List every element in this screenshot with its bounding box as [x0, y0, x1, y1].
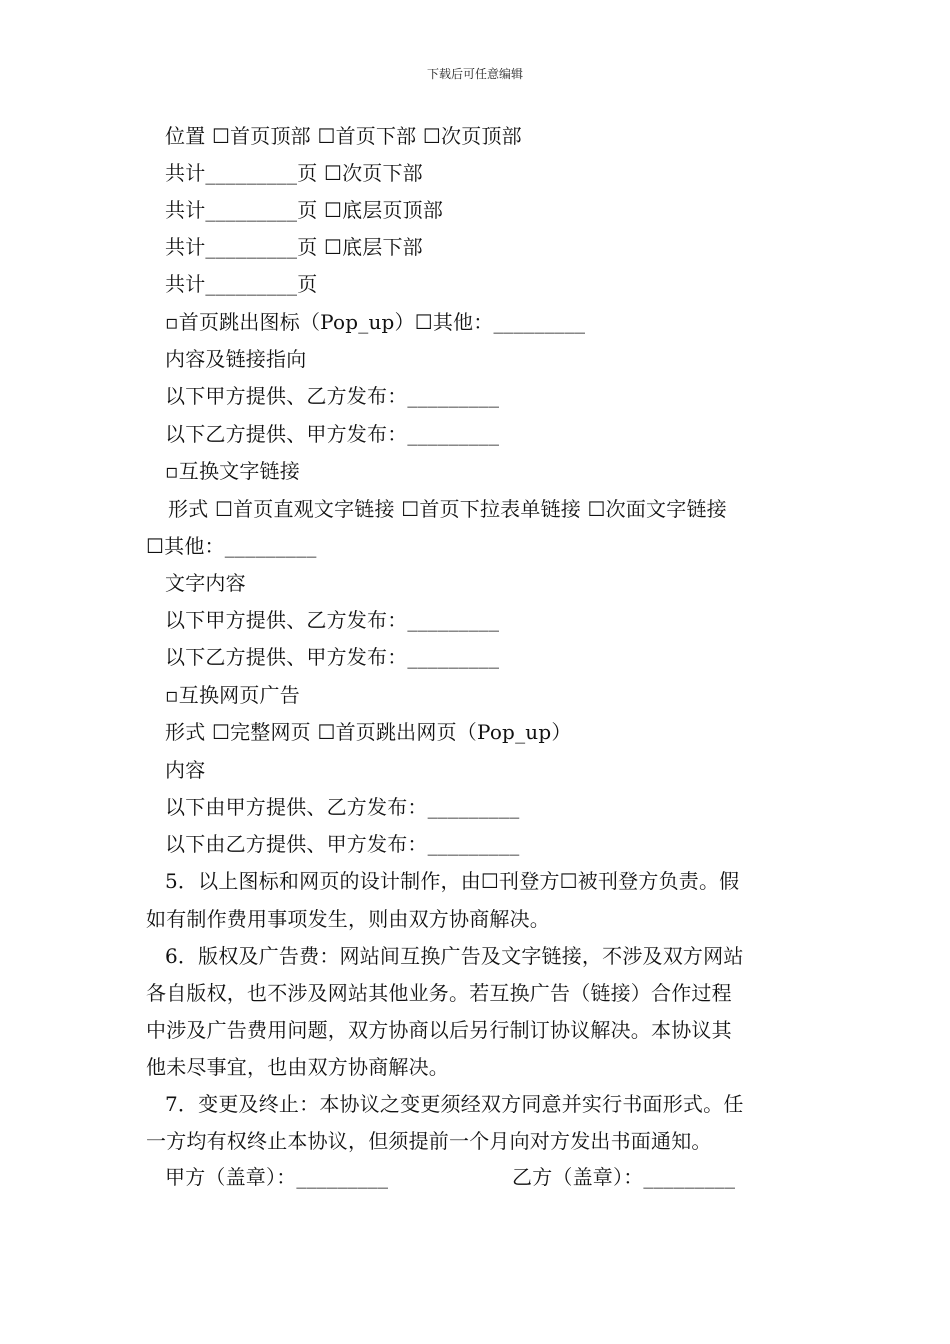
- clause-7-line-1: 7．变更及终止：本协议之变更须经双方同意并实行书面形式。任: [165, 1092, 744, 1116]
- total-pages-4: 共计_________页: [165, 272, 318, 296]
- position-options: 位置 ☐首页顶部 ☐首页下部 ☐次页顶部: [165, 124, 522, 148]
- text-a-provides: 以下甲方提供、乙方发布：_________: [165, 608, 500, 632]
- party-a-signature: 甲方（盖章）：_________: [165, 1165, 389, 1189]
- a-provides-b-publishes: 以下甲方提供、乙方发布：_________: [165, 384, 500, 408]
- clause-5-line-1: 5．以上图标和网页的设计制作，由☐刊登方☐被刊登方负责。假: [165, 869, 740, 893]
- ad-a-provides: 以下由甲方提供、乙方发布：_________: [165, 795, 520, 819]
- text-link-forms: 形式 ☐首页直观文字链接 ☐首页下拉表单链接 ☐次面文字链接: [168, 497, 727, 521]
- clause-6-line-3: 中涉及广告费用问题，双方协商以后另行制订协议解决。本协议其: [146, 1018, 732, 1042]
- total-pages-3: 共计_________页 ☐底层下部: [165, 235, 423, 259]
- content-heading: 内容: [165, 758, 206, 782]
- b-provides-a-publishes: 以下乙方提供、甲方发布：_________: [165, 422, 500, 446]
- clause-6-line-1: 6．版权及广告费：网站间互换广告及文字链接，不涉及双方网站: [165, 944, 744, 968]
- text-content-heading: 文字内容: [165, 571, 246, 595]
- content-link-heading: 内容及链接指向: [165, 347, 307, 371]
- clause-6-line-4: 他未尽事宜，也由双方协商解决。: [146, 1055, 449, 1079]
- page-header: 下载后可任意编辑: [426, 67, 523, 81]
- text-b-provides: 以下乙方提供、甲方发布：_________: [165, 645, 500, 669]
- web-ad-exchange-heading: ▫互换网页广告: [165, 683, 300, 707]
- total-pages-2: 共计_________页 ☐底层页顶部: [165, 198, 444, 222]
- popup-icon-option: ▫首页跳出图标（Pop_up）☐其他：_________: [165, 310, 586, 334]
- ad-b-provides: 以下由乙方提供、甲方发布：_________: [165, 832, 520, 856]
- text-link-exchange-heading: ▫互换文字链接: [165, 459, 300, 483]
- clause-5-line-2: 如有制作费用事项发生，则由双方协商解决。: [146, 907, 550, 931]
- party-b-signature: 乙方（盖章）：_________: [512, 1165, 736, 1189]
- clause-7-line-2: 一方均有权终止本协议，但须提前一个月向对方发出书面通知。: [146, 1129, 712, 1153]
- total-pages-1: 共计_________页 ☐次页下部: [165, 161, 423, 185]
- clause-6-line-2: 各自版权，也不涉及网站其他业务。若互换广告（链接）合作过程: [146, 981, 732, 1005]
- text-link-other: ☐其他：_________: [146, 534, 317, 558]
- web-ad-forms: 形式 ☐完整网页 ☐首页跳出网页（Pop_up）: [165, 720, 572, 744]
